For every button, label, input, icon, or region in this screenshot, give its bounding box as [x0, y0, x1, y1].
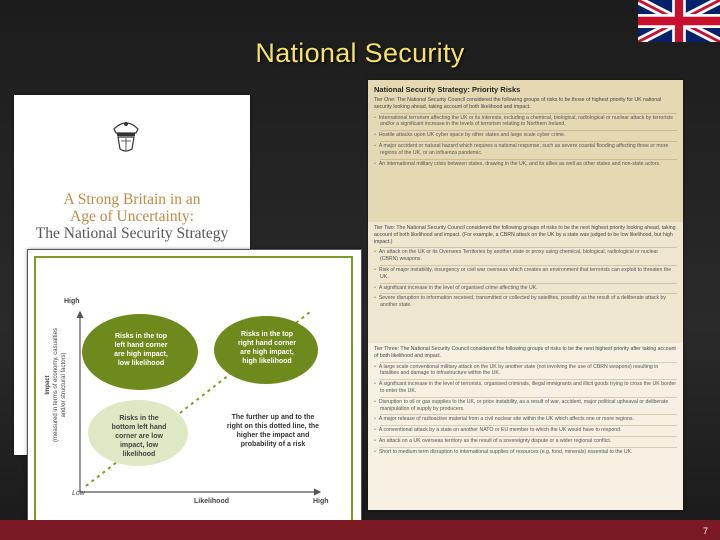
- document-title: [14, 191, 250, 242]
- tier-two-section: [368, 222, 683, 343]
- risk-bullet: • Hostile attacks upon UK cyber space by other states and large scale cyber crime.: [380, 130, 677, 139]
- risk-bullet: • Disruption to oil or gas supplies to the UK, or price instability, as a result of war, accident, major political upheaval or deliberate manipulation of supply by producers.: [380, 397, 677, 413]
- risk-bullet: • A significant increase in the level of organised crime affecting the UK.: [380, 283, 677, 292]
- tier-three-intro: Tier Three: The National Security Council considered the following groups of risks to be the next highest priority after taking account of both likelihood and impact.: [374, 346, 676, 359]
- top-left-zone-label: Risks in the top left hand corner are high impact, low likelihood: [114, 333, 168, 367]
- tier-three-section: [368, 343, 683, 510]
- x-axis-low-label: Low: [72, 490, 85, 497]
- document-title-line: Age of Uncertainty:: [70, 208, 194, 225]
- document-title-line: A Strong Britain in an: [63, 191, 201, 208]
- risk-bullet: • Risk of major instability, insurgency or civil war overseas which creates an environment that terrorists can exploit to threaten the UK.: [380, 265, 677, 281]
- tier-one-intro: Tier One: The National Security Council considered the following groups of risks to be those of highest priority for UK national security looking ahead, taking account of both likelihood and impact.: [374, 97, 662, 110]
- panel-heading: National Security Strategy: Priority Risks: [374, 85, 521, 94]
- risk-bullet: • A significant increase in the level of terrorists, organised criminals, illegal immigrants and illicit goods trying to cross the UK border to enter the UK.: [380, 379, 677, 395]
- slide-title: National Security: [255, 38, 465, 68]
- y-axis-label: [44, 325, 68, 445]
- risk-bullet: • A major release of radioactive material from a civil nuclear site within the UK which affects one or more regions.: [380, 414, 677, 423]
- x-axis-title: Likelihood: [194, 498, 229, 505]
- priority-risks-panel: [368, 80, 683, 510]
- risk-bullet: • A major accident or natural hazard which requires a national response, such as severe coastal flooding affecting three or more regions of the UK, or an influenza pandemic.: [380, 141, 677, 157]
- union-jack-flag-icon: [638, 0, 720, 42]
- bottom-left-zone-label: Risks in the bottom left hand corner are low impact, low likelihood: [111, 415, 167, 458]
- risk-bullet: • Short to medium term disruption to international supplies of resources (e.g. food, minerals) essential to the UK.: [380, 447, 677, 456]
- y-axis-high-label: High: [64, 298, 80, 305]
- document-title-line: The National Security Strategy: [35, 225, 229, 242]
- risk-bullet: • International terrorism affecting the UK or its interests, including a chemical, biological, radiological or nuclear attack by terrorists and/or a significant increase in the levels of terrorism relating to Northern Ireland.: [380, 113, 677, 129]
- risk-bullet: • A conventional attack by a state on another NATO or EU member to which the UK would have to respond.: [380, 425, 677, 434]
- top-right-zone-label: Risks in the top right hand corner are high impact, high likelihood: [238, 331, 296, 365]
- royal-crest-icon: [106, 115, 146, 155]
- y-axis-title: Impact: [45, 375, 51, 395]
- tier-one-section: [368, 80, 683, 222]
- risk-bullet: • Severe disruption to information received, transmitted or collected by satellites, possibly as the result of a deliberate attack by another state.: [380, 293, 677, 309]
- risk-bullet: • An attack on the UK or its Oversees Territories by another state or proxy using chemical, biological, radiological or nuclear (CBRN) weapons.: [380, 247, 677, 263]
- y-axis-subtitle: (measured in terms of economy, casualties and/or structural factors): [53, 328, 67, 442]
- risk-matrix-diagram: [28, 250, 361, 540]
- page-number: 7: [702, 526, 708, 536]
- tier-two-intro: Tier Two: The National Security Council considered the following groups of risks to be the next highest priority looking ahead, taking account of both likelihood and impact. (For example, a CBRN attack on the UK by a state was judged to be low likelihood, but high impact.): [374, 225, 676, 245]
- diagonal-annotation: The further up and to the right on this dotted line, the higher the impact and probability of a risk: [226, 414, 320, 448]
- footer-bar: [0, 520, 720, 540]
- risk-bullet: • A large scale conventional military attack on the UK by another state (not involving the use of CBRN weapons) resulting in fatalities and damage to infrastructure within the UK.: [380, 362, 677, 378]
- x-axis-high-label: High: [313, 498, 329, 505]
- risk-bullet: • An attack on a UK overseas territory as the result of a sovereignty dispute or a wider regional conflict.: [380, 436, 677, 445]
- risk-bullet: • An international military crisis between states, drawing in the UK, and its allies as well as other states and non-state actors.: [380, 159, 677, 168]
